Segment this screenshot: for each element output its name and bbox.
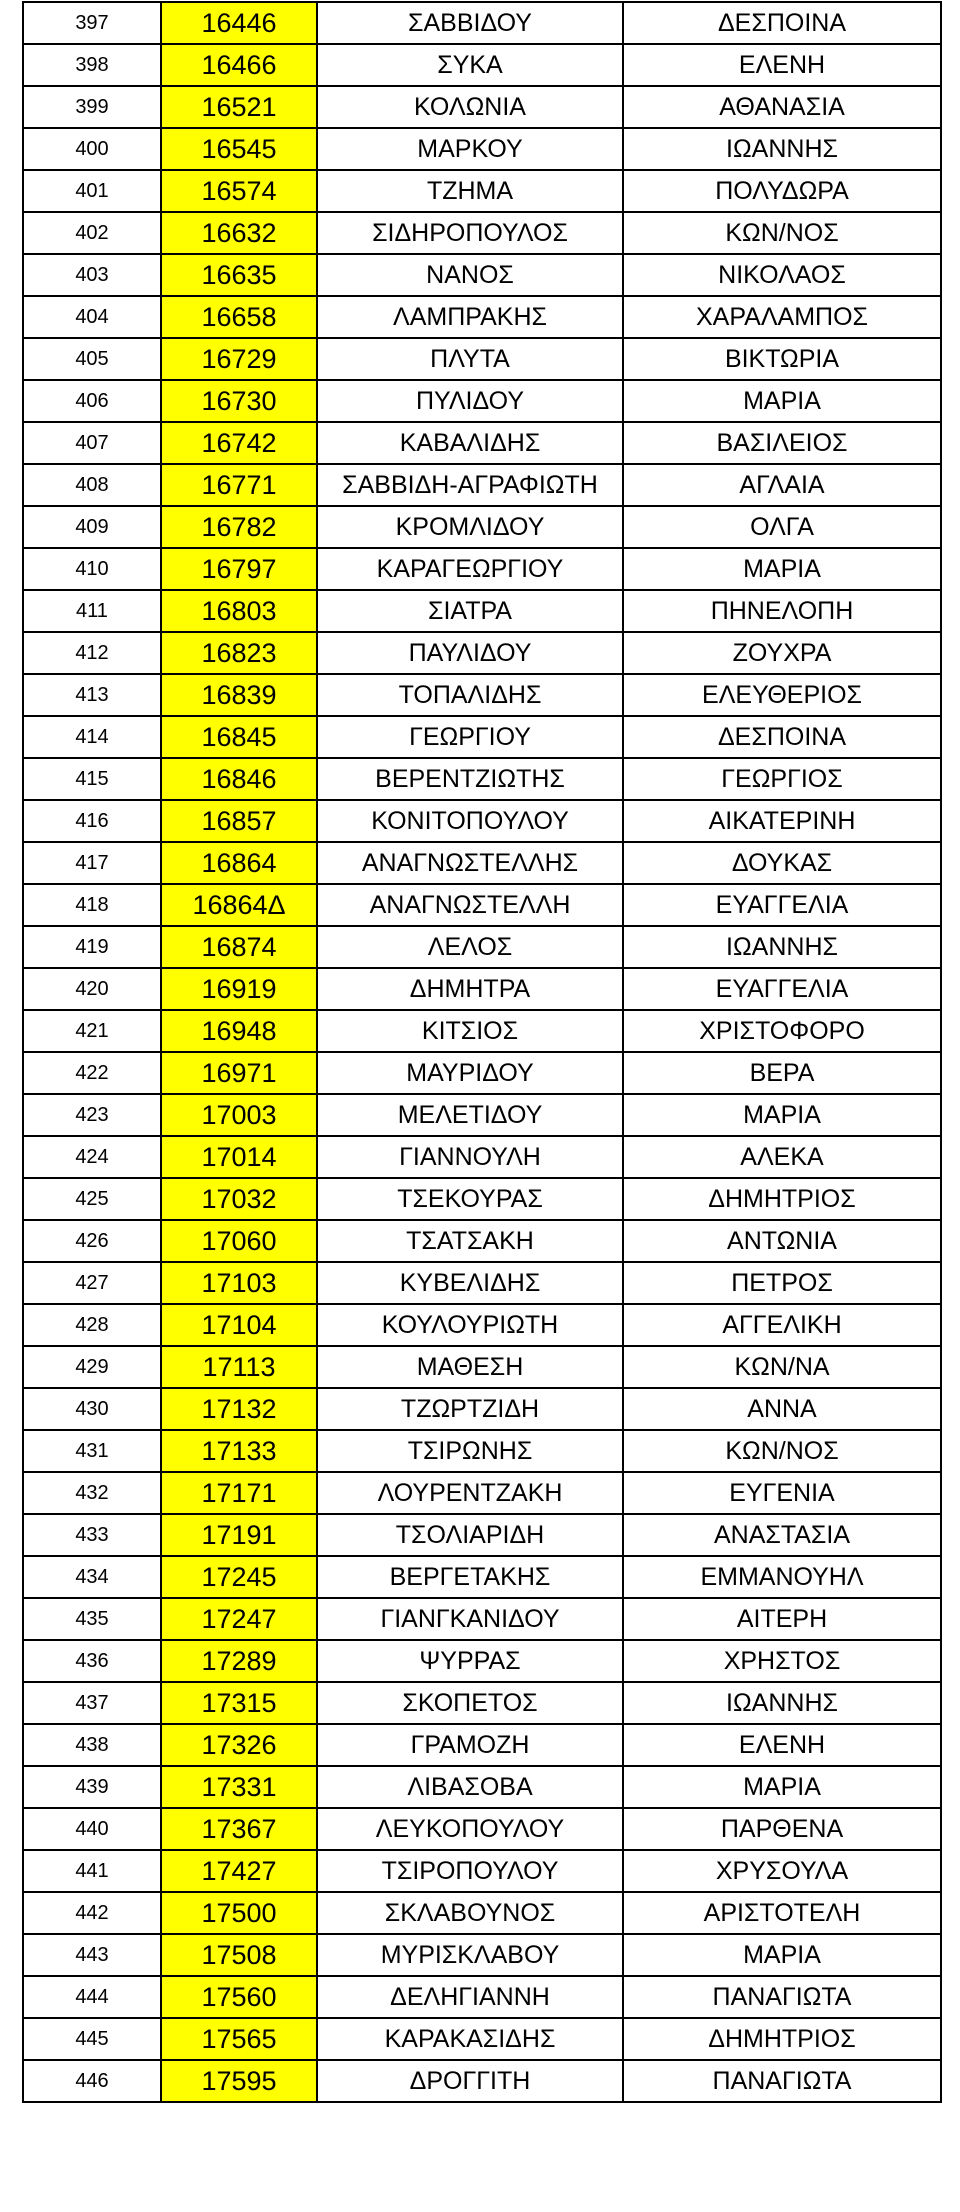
row-number-cell: 440	[23, 1808, 161, 1850]
row-number-cell: 403	[23, 254, 161, 296]
code-cell: 17427	[161, 1850, 317, 1892]
surname-cell: ΚΟΝΙΤΟΠΟΥΛΟΥ	[317, 800, 623, 842]
row-number-cell: 397	[23, 2, 161, 44]
table-row	[23, 842, 941, 884]
code-cell: 16730	[161, 380, 317, 422]
surname-cell: ΣΙΔΗΡΟΠΟΥΛΟΣ	[317, 212, 623, 254]
first-name-cell: ΔΗΜΗΤΡΙΟΣ	[623, 2018, 941, 2060]
surname-cell: ΣΚΟΠΕΤΟΣ	[317, 1682, 623, 1724]
first-name-cell: ΒΙΚΤΩΡΙΑ	[623, 338, 941, 380]
surname-cell: ΛΕΛΟΣ	[317, 926, 623, 968]
table-row	[23, 380, 941, 422]
code-cell: 17003	[161, 1094, 317, 1136]
code-cell: 17595	[161, 2060, 317, 2102]
surname-cell: ΒΕΡΕΝΤΖΙΩΤΗΣ	[317, 758, 623, 800]
surname-cell: ΚΑΡΑΓΕΩΡΓΙΟΥ	[317, 548, 623, 590]
first-name-cell: ΠΑΡΘΕΝΑ	[623, 1808, 941, 1850]
table-row	[23, 506, 941, 548]
table-row	[23, 1136, 941, 1178]
surname-cell: ΓΡΑΜΟΖΗ	[317, 1724, 623, 1766]
first-name-cell: ΑΙΚΑΤΕΡΙΝΗ	[623, 800, 941, 842]
first-name-cell: ΕΥΑΓΓΕΛΙΑ	[623, 884, 941, 926]
table-row	[23, 464, 941, 506]
first-name-cell: ΜΑΡΙΑ	[623, 380, 941, 422]
row-number-cell: 399	[23, 86, 161, 128]
first-name-cell: ΠΗΝΕΛΟΠΗ	[623, 590, 941, 632]
row-number-cell: 418	[23, 884, 161, 926]
table-row	[23, 1892, 941, 1934]
first-name-cell: ΜΑΡΙΑ	[623, 1094, 941, 1136]
row-number-cell: 416	[23, 800, 161, 842]
first-name-cell: ΑΘΑΝΑΣΙΑ	[623, 86, 941, 128]
code-cell: 17014	[161, 1136, 317, 1178]
first-name-cell: ΧΡΗΣΤΟΣ	[623, 1640, 941, 1682]
row-number-cell: 415	[23, 758, 161, 800]
code-cell: 16864Δ	[161, 884, 317, 926]
code-cell: 17565	[161, 2018, 317, 2060]
code-cell: 16771	[161, 464, 317, 506]
table-row	[23, 1178, 941, 1220]
surname-cell: ΤΖΗΜΑ	[317, 170, 623, 212]
code-cell: 17104	[161, 1304, 317, 1346]
first-name-cell: ΓΕΩΡΓΙΟΣ	[623, 758, 941, 800]
surname-cell: ΚΟΛΩΝΙΑ	[317, 86, 623, 128]
code-cell: 17247	[161, 1598, 317, 1640]
code-cell: 16658	[161, 296, 317, 338]
code-cell: 16742	[161, 422, 317, 464]
first-name-cell: ΚΩΝ/ΝΟΣ	[623, 1430, 941, 1472]
table-row	[23, 926, 941, 968]
surname-cell: ΚΑΡΑΚΑΣΙΔΗΣ	[317, 2018, 623, 2060]
surname-cell: ΤΣΙΡΩΝΗΣ	[317, 1430, 623, 1472]
first-name-cell: ΔΗΜΗΤΡΙΟΣ	[623, 1178, 941, 1220]
row-number-cell: 444	[23, 1976, 161, 2018]
first-name-cell: ΕΛΕΝΗ	[623, 1724, 941, 1766]
code-cell: 17032	[161, 1178, 317, 1220]
table-row	[23, 1346, 941, 1388]
surname-cell: ΑΝΑΓΝΩΣΤΕΛΛΗ	[317, 884, 623, 926]
first-name-cell: ΕΛΕΥΘΕΡΙΟΣ	[623, 674, 941, 716]
first-name-cell: ΑΝΝΑ	[623, 1388, 941, 1430]
code-cell: 17500	[161, 1892, 317, 1934]
code-cell: 17245	[161, 1556, 317, 1598]
first-name-cell: ΠΑΝΑΓΙΩΤΑ	[623, 2060, 941, 2102]
table-row	[23, 1472, 941, 1514]
table-row	[23, 1598, 941, 1640]
table-row	[23, 1010, 941, 1052]
table-row	[23, 758, 941, 800]
table-row	[23, 1430, 941, 1472]
table-row	[23, 1388, 941, 1430]
row-number-cell: 406	[23, 380, 161, 422]
first-name-cell: ΒΑΣΙΛΕΙΟΣ	[623, 422, 941, 464]
table-row	[23, 422, 941, 464]
surname-cell: ΠΑΥΛΙΔΟΥ	[317, 632, 623, 674]
code-cell: 17132	[161, 1388, 317, 1430]
first-name-cell: ΠΕΤΡΟΣ	[623, 1262, 941, 1304]
first-name-cell: ΙΩΑΝΝΗΣ	[623, 1682, 941, 1724]
surname-cell: ΤΣΟΛΙΑΡΙΔΗ	[317, 1514, 623, 1556]
first-name-cell: ΕΥΑΓΓΕΛΙΑ	[623, 968, 941, 1010]
code-cell: 16446	[161, 2, 317, 44]
table-row	[23, 1094, 941, 1136]
code-cell: 16839	[161, 674, 317, 716]
surname-cell: ΚΥΒΕΛΙΔΗΣ	[317, 1262, 623, 1304]
surname-cell: ΣΚΛΑΒΟΥΝΟΣ	[317, 1892, 623, 1934]
code-cell: 16466	[161, 44, 317, 86]
row-number-cell: 400	[23, 128, 161, 170]
table-row	[23, 1766, 941, 1808]
row-number-cell: 405	[23, 338, 161, 380]
row-number-cell: 407	[23, 422, 161, 464]
first-name-cell: ΧΑΡΑΛΑΜΠΟΣ	[623, 296, 941, 338]
table-row	[23, 338, 941, 380]
table-row	[23, 296, 941, 338]
surname-cell: ΤΣΕΚΟΥΡΑΣ	[317, 1178, 623, 1220]
code-cell: 16782	[161, 506, 317, 548]
first-name-cell: ΕΛΕΝΗ	[623, 44, 941, 86]
table-row	[23, 1850, 941, 1892]
code-cell: 17171	[161, 1472, 317, 1514]
code-cell: 16874	[161, 926, 317, 968]
first-name-cell: ΔΕΣΠΟΙΝΑ	[623, 716, 941, 758]
row-number-cell: 439	[23, 1766, 161, 1808]
code-cell: 16545	[161, 128, 317, 170]
row-number-cell: 436	[23, 1640, 161, 1682]
row-number-cell: 425	[23, 1178, 161, 1220]
table-row	[23, 1052, 941, 1094]
table-row	[23, 1220, 941, 1262]
code-cell: 16797	[161, 548, 317, 590]
table-row	[23, 1304, 941, 1346]
surname-cell: ΔΕΛΗΓΙΑΝΝΗ	[317, 1976, 623, 2018]
table-row	[23, 1976, 941, 2018]
first-name-cell: ΑΝΤΩΝΙΑ	[623, 1220, 941, 1262]
row-number-cell: 422	[23, 1052, 161, 1094]
surname-cell: ΜΑΘΕΣΗ	[317, 1346, 623, 1388]
table-row	[23, 800, 941, 842]
first-name-cell: ΑΓΓΕΛΙΚΗ	[623, 1304, 941, 1346]
first-name-cell: ΕΜΜΑΝΟΥΗΛ	[623, 1556, 941, 1598]
code-cell: 16857	[161, 800, 317, 842]
row-number-cell: 427	[23, 1262, 161, 1304]
code-cell: 16846	[161, 758, 317, 800]
surname-cell: ΓΕΩΡΓΙΟΥ	[317, 716, 623, 758]
code-cell: 17331	[161, 1766, 317, 1808]
first-name-cell: ΟΛΓΑ	[623, 506, 941, 548]
first-name-cell: ΑΝΑΣΤΑΣΙΑ	[623, 1514, 941, 1556]
first-name-cell: ΜΑΡΙΑ	[623, 1934, 941, 1976]
row-number-cell: 404	[23, 296, 161, 338]
first-name-cell: ΔΟΥΚΑΣ	[623, 842, 941, 884]
first-name-cell: ΖΟΥΧΡΑ	[623, 632, 941, 674]
row-number-cell: 426	[23, 1220, 161, 1262]
table-row	[23, 1682, 941, 1724]
surname-cell: ΚΟΥΛΟΥΡΙΩΤΗ	[317, 1304, 623, 1346]
first-name-cell: ΜΑΡΙΑ	[623, 548, 941, 590]
row-number-cell: 443	[23, 1934, 161, 1976]
first-name-cell: ΔΕΣΠΟΙΝΑ	[623, 2, 941, 44]
code-cell: 17103	[161, 1262, 317, 1304]
code-cell: 16845	[161, 716, 317, 758]
table-row	[23, 2, 941, 44]
row-number-cell: 398	[23, 44, 161, 86]
table-row	[23, 1514, 941, 1556]
surname-cell: ΣΙΑΤΡΑ	[317, 590, 623, 632]
first-name-cell: ΝΙΚΟΛΑΟΣ	[623, 254, 941, 296]
surname-cell: ΓΙΑΝΝΟΥΛΗ	[317, 1136, 623, 1178]
surname-cell: ΚΡΟΜΛΙΔΟΥ	[317, 506, 623, 548]
surname-cell: ΜΑΡΚΟΥ	[317, 128, 623, 170]
row-number-cell: 423	[23, 1094, 161, 1136]
first-name-cell: ΧΡΥΣΟΥΛΑ	[623, 1850, 941, 1892]
code-cell: 16635	[161, 254, 317, 296]
row-number-cell: 417	[23, 842, 161, 884]
code-cell: 17289	[161, 1640, 317, 1682]
table-row	[23, 44, 941, 86]
row-number-cell: 441	[23, 1850, 161, 1892]
code-cell: 16521	[161, 86, 317, 128]
table-row	[23, 1640, 941, 1682]
surname-cell: ΣΑΒΒΙΔΟΥ	[317, 2, 623, 44]
surname-cell: ΛΕΥΚΟΠΟΥΛΟΥ	[317, 1808, 623, 1850]
surname-cell: ΣΥΚΑ	[317, 44, 623, 86]
surname-cell: ΨΥΡΡΑΣ	[317, 1640, 623, 1682]
surname-cell: ΛΙΒΑΣΟΒΑ	[317, 1766, 623, 1808]
document-sheet	[22, 1, 940, 2103]
first-name-cell: ΑΛΕΚΑ	[623, 1136, 941, 1178]
row-number-cell: 435	[23, 1598, 161, 1640]
code-cell: 17133	[161, 1430, 317, 1472]
surname-cell: ΒΕΡΓΕΤΑΚΗΣ	[317, 1556, 623, 1598]
table-row	[23, 1556, 941, 1598]
table-body	[23, 2, 941, 2102]
table-row	[23, 590, 941, 632]
row-number-cell: 445	[23, 2018, 161, 2060]
code-cell: 17060	[161, 1220, 317, 1262]
table-row	[23, 1724, 941, 1766]
code-cell: 17191	[161, 1514, 317, 1556]
surname-cell: ΤΣΙΡΟΠΟΥΛΟΥ	[317, 1850, 623, 1892]
row-number-cell: 437	[23, 1682, 161, 1724]
surname-cell: ΔΗΜΗΤΡΑ	[317, 968, 623, 1010]
row-number-cell: 414	[23, 716, 161, 758]
code-cell: 17508	[161, 1934, 317, 1976]
table-row	[23, 2060, 941, 2102]
first-name-cell: ΙΩΑΝΝΗΣ	[623, 128, 941, 170]
row-number-cell: 428	[23, 1304, 161, 1346]
surname-cell: ΛΟΥΡΕΝΤΖΑΚΗ	[317, 1472, 623, 1514]
first-name-cell: ΒΕΡΑ	[623, 1052, 941, 1094]
table-row	[23, 884, 941, 926]
first-name-cell: ΕΥΓΕΝΙΑ	[623, 1472, 941, 1514]
code-cell: 17560	[161, 1976, 317, 2018]
surname-cell: ΛΑΜΠΡΑΚΗΣ	[317, 296, 623, 338]
table-row	[23, 632, 941, 674]
row-number-cell: 408	[23, 464, 161, 506]
table-row	[23, 674, 941, 716]
table-row	[23, 716, 941, 758]
table-row	[23, 170, 941, 212]
code-cell: 16729	[161, 338, 317, 380]
surname-cell: ΜΥΡΙΣΚΛΑΒΟΥ	[317, 1934, 623, 1976]
code-cell: 16823	[161, 632, 317, 674]
code-cell: 17367	[161, 1808, 317, 1850]
row-number-cell: 402	[23, 212, 161, 254]
table-row	[23, 2018, 941, 2060]
code-cell: 16971	[161, 1052, 317, 1094]
row-number-cell: 401	[23, 170, 161, 212]
code-cell: 16948	[161, 1010, 317, 1052]
first-name-cell: ΚΩΝ/ΝΑ	[623, 1346, 941, 1388]
table-row	[23, 968, 941, 1010]
surname-cell: ΜΕΛΕΤΙΔΟΥ	[317, 1094, 623, 1136]
row-number-cell: 421	[23, 1010, 161, 1052]
first-name-cell: ΑΡΙΣΤΟΤΕΛΗ	[623, 1892, 941, 1934]
table-row	[23, 212, 941, 254]
first-name-cell: ΠΟΛΥΔΩΡΑ	[623, 170, 941, 212]
names-table	[22, 1, 942, 2103]
row-number-cell: 433	[23, 1514, 161, 1556]
table-row	[23, 548, 941, 590]
surname-cell: ΚΙΤΣΙΟΣ	[317, 1010, 623, 1052]
surname-cell: ΓΙΑΝΓΚΑΝΙΔΟΥ	[317, 1598, 623, 1640]
first-name-cell: ΜΑΡΙΑ	[623, 1766, 941, 1808]
surname-cell: ΚΑΒΑΛΙΔΗΣ	[317, 422, 623, 464]
first-name-cell: ΑΓΛΑΙΑ	[623, 464, 941, 506]
row-number-cell: 438	[23, 1724, 161, 1766]
code-cell: 16574	[161, 170, 317, 212]
first-name-cell: ΧΡΙΣΤΟΦΟΡΟ	[623, 1010, 941, 1052]
surname-cell: ΤΖΩΡΤΖΙΔΗ	[317, 1388, 623, 1430]
surname-cell: ΝΑΝΟΣ	[317, 254, 623, 296]
row-number-cell: 432	[23, 1472, 161, 1514]
first-name-cell: ΑΙΤΕΡΗ	[623, 1598, 941, 1640]
row-number-cell: 413	[23, 674, 161, 716]
surname-cell: ΜΑΥΡΙΔΟΥ	[317, 1052, 623, 1094]
code-cell: 17326	[161, 1724, 317, 1766]
table-row	[23, 254, 941, 296]
row-number-cell: 420	[23, 968, 161, 1010]
table-row	[23, 1934, 941, 1976]
table-row	[23, 1262, 941, 1304]
row-number-cell: 424	[23, 1136, 161, 1178]
row-number-cell: 430	[23, 1388, 161, 1430]
surname-cell: ΣΑΒΒΙΔΗ-ΑΓΡΑΦΙΩΤΗ	[317, 464, 623, 506]
row-number-cell: 442	[23, 1892, 161, 1934]
row-number-cell: 419	[23, 926, 161, 968]
table-row	[23, 86, 941, 128]
table-row	[23, 1808, 941, 1850]
surname-cell: ΔΡΟΓΓΙΤΗ	[317, 2060, 623, 2102]
row-number-cell: 429	[23, 1346, 161, 1388]
row-number-cell: 434	[23, 1556, 161, 1598]
first-name-cell: ΙΩΑΝΝΗΣ	[623, 926, 941, 968]
code-cell: 16864	[161, 842, 317, 884]
code-cell: 17315	[161, 1682, 317, 1724]
table-row	[23, 128, 941, 170]
code-cell: 17113	[161, 1346, 317, 1388]
code-cell: 16803	[161, 590, 317, 632]
surname-cell: ΑΝΑΓΝΩΣΤΕΛΛΗΣ	[317, 842, 623, 884]
code-cell: 16919	[161, 968, 317, 1010]
surname-cell: ΤΟΠΑΛΙΔΗΣ	[317, 674, 623, 716]
first-name-cell: ΠΑΝΑΓΙΩΤΑ	[623, 1976, 941, 2018]
row-number-cell: 446	[23, 2060, 161, 2102]
first-name-cell: ΚΩΝ/ΝΟΣ	[623, 212, 941, 254]
row-number-cell: 410	[23, 548, 161, 590]
surname-cell: ΠΛΥΤΑ	[317, 338, 623, 380]
row-number-cell: 412	[23, 632, 161, 674]
row-number-cell: 411	[23, 590, 161, 632]
row-number-cell: 431	[23, 1430, 161, 1472]
surname-cell: ΤΣΑΤΣΑΚΗ	[317, 1220, 623, 1262]
row-number-cell: 409	[23, 506, 161, 548]
surname-cell: ΠΥΛΙΔΟΥ	[317, 380, 623, 422]
code-cell: 16632	[161, 212, 317, 254]
